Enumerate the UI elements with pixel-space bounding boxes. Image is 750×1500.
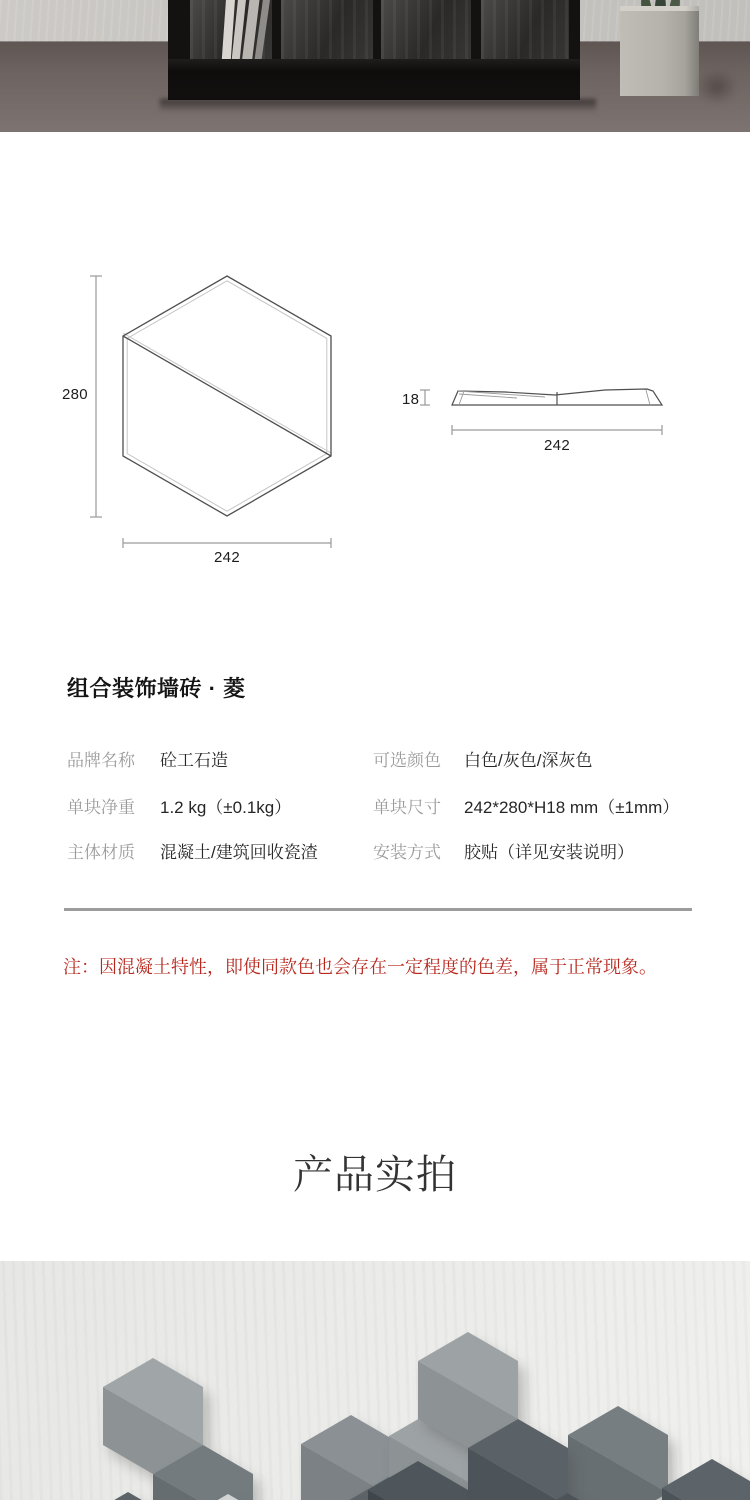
spec-label: 品牌名称: [67, 751, 135, 770]
planter-shadow: [697, 70, 737, 104]
shelf-cubby: [381, 0, 471, 59]
shelf-cubby: [281, 0, 373, 59]
front-view-drawing: [60, 262, 350, 562]
wall-tile: [178, 1494, 278, 1500]
spec-value: 混凝土/建筑回收瓷渣: [160, 843, 318, 862]
wall-tile: [468, 1419, 568, 1500]
divider-line: [64, 908, 692, 911]
shelf-shadow: [160, 99, 596, 112]
wall-tile: [518, 1493, 618, 1500]
spec-value: 胶贴（详见安装说明）: [464, 843, 634, 862]
concrete-planter: [620, 6, 699, 96]
product-title: 组合装饰墙砖 · 菱: [67, 676, 246, 701]
side-thickness-dim: 18: [402, 391, 420, 408]
shelf-bottom-board: [168, 59, 580, 100]
wall-tile: [568, 1406, 668, 1500]
spec-value: 白色/灰色/深灰色: [464, 751, 593, 770]
section-title-photos: 产品实拍: [293, 1153, 457, 1197]
spec-value: 砼工石造: [160, 751, 228, 770]
spec-size: [373, 797, 679, 819]
spec-label: 可选颜色: [373, 751, 441, 770]
lifestyle-photo: [0, 0, 750, 132]
spec-brand: [67, 750, 228, 772]
spec-weight: [67, 797, 291, 819]
product-photo: [0, 1261, 750, 1500]
spec-label: 主体材质: [67, 843, 135, 862]
spec-label: 单块净重: [67, 798, 135, 817]
front-height-dim: 280: [62, 386, 88, 403]
spec-label: 单块尺寸: [373, 798, 441, 817]
spec-value: 242*280*H18 mm（±1mm）: [464, 798, 680, 817]
front-width-dim: 242: [214, 549, 240, 566]
black-shelf: [168, 0, 580, 100]
wall-tile: [662, 1459, 750, 1500]
shelf-cubby: [481, 0, 569, 59]
spec-label: 安装方式: [373, 843, 441, 862]
spec-colors: [373, 750, 592, 772]
spec-install: [373, 842, 634, 864]
spec-value: 1.2 kg（±0.1kg）: [160, 798, 292, 817]
color-difference-note: 注：因混凝土特性，即使同款色也会存在一定程度的色差，属于正常现象。: [63, 957, 657, 977]
dimension-drawings: [0, 140, 750, 600]
side-width-dim: 242: [544, 437, 570, 454]
side-view-drawing: [395, 378, 685, 442]
wall-tile: [368, 1461, 468, 1500]
wall-tile: [78, 1492, 178, 1500]
spec-material: [67, 842, 318, 864]
